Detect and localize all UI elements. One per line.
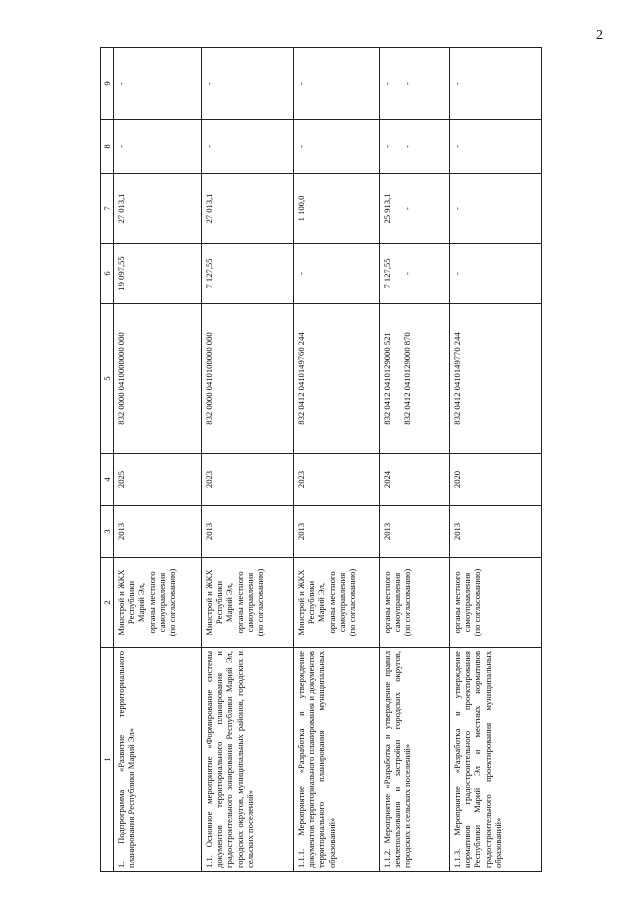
row-value-6: -: [294, 244, 380, 304]
row-value-8: [380, 120, 450, 174]
row-value-9: -: [450, 48, 542, 120]
budget-code-line: 832 0412 0410129000 521: [382, 332, 393, 425]
row-executor: [450, 558, 542, 648]
executor-line: органы местного: [452, 571, 463, 634]
executor-line: органы местного: [146, 571, 157, 634]
row-name: 1.1.2. Мероприятие «Разработка и утверждение правил землепользования и застройки городских округов, городских и сельских поселений»: [380, 648, 450, 872]
header-cell: 6: [101, 244, 114, 304]
table-row: [114, 48, 202, 872]
executor-line: Марий Эл,: [136, 582, 147, 623]
row-value-8: -: [450, 120, 542, 174]
row-value-7: 27 013,1: [202, 174, 294, 244]
executor-line: (по согласованию): [254, 568, 265, 637]
value-line: -: [402, 207, 413, 210]
executor-line: Минстрой и ЖКХ: [204, 569, 215, 636]
header-cell: 5: [101, 304, 114, 454]
value-line: -: [382, 145, 393, 148]
header-cell: 4: [101, 454, 114, 506]
row-value-8: -: [114, 120, 202, 174]
row-budget-code: 832 0000 0410000000 000: [114, 304, 202, 454]
header-cell: 3: [101, 506, 114, 558]
table-row: [380, 48, 450, 872]
row-end-year: 2024: [380, 454, 450, 506]
row-value-6: 19 097,55: [114, 244, 202, 304]
row-start-year: 2013: [202, 506, 294, 558]
value-line: -: [382, 82, 393, 85]
row-value-6: 7 127,55: [202, 244, 294, 304]
header-cell: 2: [101, 558, 114, 648]
header-cell: 8: [101, 120, 114, 174]
executor-line: Минстрой и ЖКХ: [116, 569, 127, 636]
row-executor: [294, 558, 380, 648]
executor-line: органы местного: [234, 571, 245, 634]
row-value-7: [380, 174, 450, 244]
row-start-year: 2013: [114, 506, 202, 558]
row-name: 1.1. Основное мероприятие «Формирование системы документов территориального планирования и градостроительного зонирования Республики Марий Эл, городских округов, муниципальных районов, городских и сельских поселений»: [202, 648, 294, 872]
row-budget-codes: [380, 304, 450, 454]
executor-line: самоуправления: [156, 572, 167, 633]
executor-line: (по согласованию): [472, 568, 483, 637]
row-value-7: 27 013,1: [114, 174, 202, 244]
table-row: [450, 48, 542, 872]
page-number: 2: [596, 28, 603, 43]
executor-line: Марий Эл,: [316, 582, 327, 623]
row-executor: [380, 558, 450, 648]
row-value-6: -: [450, 244, 542, 304]
row-budget-code: 832 0000 0410100000 000: [202, 304, 294, 454]
row-value-8: -: [202, 120, 294, 174]
value-line: -: [402, 82, 413, 85]
table-row: [294, 48, 380, 872]
executor-line: самоуправления: [462, 572, 473, 633]
value-line: -: [402, 272, 413, 275]
executor-line: Республики: [214, 580, 225, 625]
executor-line: (по согласованию): [346, 568, 357, 637]
header-cell: 1: [101, 648, 114, 872]
table-row: [202, 48, 294, 872]
row-value-6: [380, 244, 450, 304]
row-end-year: 2025: [114, 454, 202, 506]
row-value-7: 1 100,0: [294, 174, 380, 244]
executor-line: самоуправления: [244, 572, 255, 633]
value-line: 25 913,1: [382, 193, 393, 224]
executor-line: Марий Эл,: [224, 582, 235, 623]
row-value-9: -: [202, 48, 294, 120]
row-executor: [114, 558, 202, 648]
value-line: 7 127,55: [382, 258, 393, 289]
row-end-year: 2023: [202, 454, 294, 506]
header-cell: 9: [101, 48, 114, 120]
row-name: 1.1.1. Мероприятие «Разработка и утверждение документов территориального планирования и документов территориального планирования муниципальных образований»: [294, 648, 380, 872]
executor-line: органы местного: [326, 571, 337, 634]
row-value-7: -: [450, 174, 542, 244]
header-row: [101, 48, 114, 872]
value-line: -: [402, 145, 413, 148]
row-name: 1.1.3. Мероприятие «Разработка и утверждение нормативов градостроительного проектирования Республики Марий Эл и местных нормативов градостроительного проектирования муниципальных образований»: [450, 648, 542, 872]
row-budget-code: 832 0412 0410149770 244: [450, 304, 542, 454]
header-cell: 7: [101, 174, 114, 244]
executor-line: органы местного: [382, 571, 393, 634]
executor-line: (по согласованию): [402, 568, 413, 637]
program-table: [100, 47, 542, 872]
row-value-8: -: [294, 120, 380, 174]
row-start-year: 2013: [450, 506, 542, 558]
row-budget-code: 832 0412 0410149760 244: [294, 304, 380, 454]
executor-line: самоуправления: [392, 572, 403, 633]
executor-line: (по согласованию): [166, 568, 177, 637]
row-start-year: 2013: [380, 506, 450, 558]
rotated-table-container: [100, 48, 630, 872]
row-start-year: 2013: [294, 506, 380, 558]
row-value-9: [380, 48, 450, 120]
executor-line: Республики: [126, 580, 137, 625]
executor-line: Минстрой и ЖКХ: [296, 569, 307, 636]
executor-line: самоуправления: [336, 572, 347, 633]
executor-line: Республики: [306, 580, 317, 625]
row-executor: [202, 558, 294, 648]
row-value-9: -: [114, 48, 202, 120]
row-end-year: 2020: [450, 454, 542, 506]
row-end-year: 2023: [294, 454, 380, 506]
row-name: 1. Подпрограмма «Развитие территориального планирования Республики Марий Эл»: [114, 648, 202, 872]
budget-code-line: 832 0412 0410129000 870: [402, 332, 413, 425]
row-value-9: -: [294, 48, 380, 120]
